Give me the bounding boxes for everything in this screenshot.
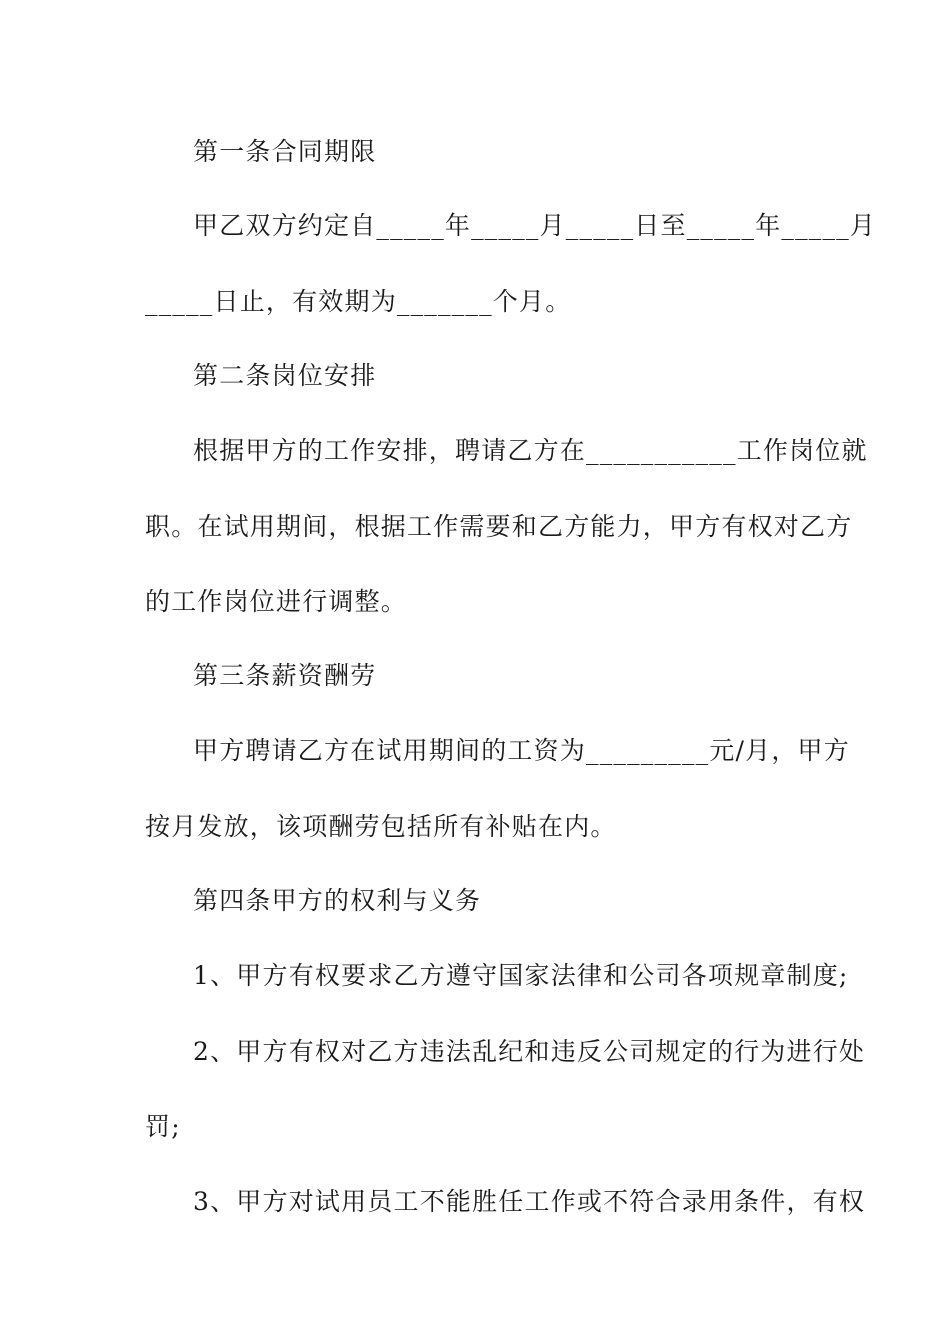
paragraph-line: 甲乙双方约定自_____年_____月_____日至_____年_____月: [193, 211, 877, 240]
paragraph-line: 根据甲方的工作安排，聘请乙方在___________工作岗位就: [193, 436, 868, 465]
paragraph-line: 甲方聘请乙方在试用期间的工资为_________元/月，甲方: [193, 736, 850, 765]
paragraph-line: 的工作岗位进行调整。: [145, 587, 408, 616]
section-heading-party-a-rights: 第四条甲方的权利与义务: [193, 886, 482, 915]
paragraph-line: 职。在试用期间，根据工作需要和乙方能力，甲方有权对乙方: [145, 512, 853, 541]
paragraph-line: 按月发放，该项酬劳包括所有补贴在内。: [145, 812, 617, 841]
section-heading-position: 第二条岗位安排: [193, 361, 377, 390]
section-heading-salary: 第三条薪资酬劳: [193, 661, 377, 690]
list-item: 2、甲方有权对乙方违法乱纪和违反公司规定的行为进行处: [193, 1037, 866, 1066]
paragraph-line: _____日止，有效期为_______个月。: [145, 287, 572, 316]
section-heading-contract-term: 第一条合同期限: [193, 137, 377, 166]
paragraph-line: 罚;: [145, 1112, 181, 1141]
list-item: 3、甲方对试用员工不能胜任工作或不符合录用条件，有权: [193, 1187, 866, 1216]
list-item: 1、甲方有权要求乙方遵守国家法律和公司各项规章制度;: [193, 961, 849, 990]
